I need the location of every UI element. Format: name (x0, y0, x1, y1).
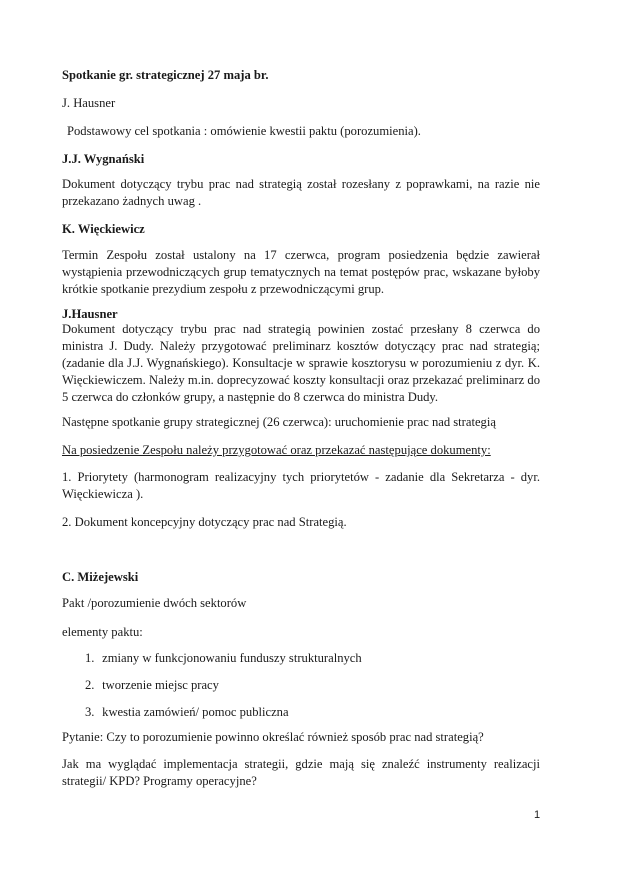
list-number: 3. (85, 705, 95, 719)
speaker-mizejewski: C. Miżejewski (62, 570, 139, 584)
speaker-wieckiewicz: K. Więckiewicz (62, 222, 145, 236)
paragraph-wieckiewicz: Termin Zespołu został ustalony na 17 czerwca, program posiedzenia będzie zawierał wystąpienia przewodniczących grup tematycznych na temat postępów prac, wskazane byłoby krótkie spotkanie prezydium zespołu z przewodniczącymi grup. (62, 248, 540, 296)
page-number: 1 (534, 809, 541, 821)
paragraph-hausner-2: Dokument dotyczący trybu prac nad strategią powinien zostać przesłany 8 czerwca do ministra J. Dudy. Należy przygotować preliminarz kosztów dotyczący prac nad strategią; (zadanie dla J.J. Wygnańskiego). Konsultacje w sprawie kosztorysu w porozumieniu z dyr. K. Więckiewiczem. Należy m.in. doprecyzować koszty konsultacji oraz przekazać preliminarz do 5 czerwca do członków grupy, a następnie do 8 czerwca do ministra Dudy. (62, 322, 540, 404)
paragraph-goal: Podstawowy cel spotkania : omówienie kwestii paktu (porozumienia). (67, 124, 421, 138)
paragraph-wygnanski: Dokument dotyczący trybu prac nad strategią został rozesłany z poprawkami, na razie nie przekazano żadnych uwag . (62, 177, 540, 208)
list-text: zmiany w funkcjonowaniu funduszy strukturalnych (102, 651, 362, 665)
speaker-hausner-1: J. Hausner (62, 96, 116, 110)
next-meeting: Następne spotkanie grupy strategicznej (26 czerwca): uruchomienie prac nad strategią (62, 415, 496, 429)
question-1: Pytanie: Czy to porozumienie powinno określać również sposób prac nad strategią? (62, 730, 484, 744)
document-item-1: 1. Priorytety (harmonogram realizacyjny tych priorytetów - zadanie dla Sekretarza - dyr. Więckiewicza ). (62, 470, 540, 501)
question-2: Jak ma wyglądać implementacja strategii, gdzie mają się znaleźć instrumenty realizacji strategii/ KPD? Programy operacyjne? (62, 757, 540, 788)
meeting-title: Spotkanie gr. strategicznej 27 maja br. (62, 68, 269, 82)
list-text: tworzenie miejsc pracy (102, 678, 219, 692)
list-number: 1. (85, 651, 95, 665)
speaker-hausner-2: J.Hausner (62, 307, 118, 321)
list-number: 2. (85, 678, 95, 692)
list-text: kwestia zamówień/ pomoc publiczna (102, 705, 289, 719)
document-item-2: 2. Dokument koncepcyjny dotyczący prac nad Strategią. (62, 515, 347, 529)
documents-heading: Na posiedzenie Zespołu należy przygotować oraz przekazać następujące dokumenty: (62, 443, 491, 457)
list-item (85, 677, 219, 694)
list-item (85, 704, 289, 721)
elements-label: elementy paktu: (62, 625, 143, 639)
pact-line: Pakt /porozumienie dwóch sektorów (62, 596, 247, 610)
speaker-wygnanski: J.J. Wygnański (62, 152, 145, 166)
list-item (85, 650, 362, 667)
